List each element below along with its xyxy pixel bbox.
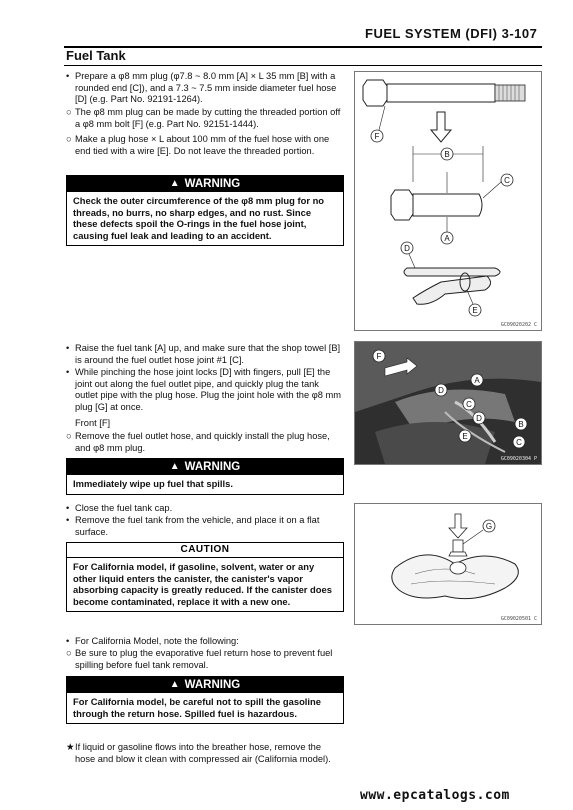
callout-d: D — [404, 244, 410, 253]
instruction-text: Raise the fuel tank [A] up, and make sure that the shop towel [B] is around the fuel outlet hose joint #1 [C]. — [75, 343, 341, 365]
star-marker: ★ — [66, 742, 75, 752]
section-title: Fuel Tank — [66, 48, 126, 63]
callout-d: D — [476, 414, 482, 423]
callout-g: G — [485, 522, 493, 531]
callout-d: D — [438, 386, 444, 395]
callout-a: A — [444, 234, 450, 243]
instruction-text: Be sure to plug the evaporative fuel return hose to prevent fuel spilling before fuel tank removal. — [75, 648, 333, 670]
list-item — [66, 742, 342, 765]
plug-diagram-figure — [354, 71, 542, 331]
callout-c: C — [504, 176, 510, 185]
list-item — [66, 431, 342, 454]
warning-header — [67, 459, 343, 475]
bullet-marker: ○ — [66, 648, 72, 658]
warning-text: For California model, be careful not to spill the gasoline through the return hose. Spilled fuel is hazardous. — [73, 696, 321, 719]
callout-c: C — [516, 438, 522, 447]
fuel-tank-photo-figure — [354, 341, 542, 465]
callout-b: B — [518, 420, 524, 429]
warning-text: Immediately wipe up fuel that spills. — [73, 478, 233, 489]
bullet-marker: • — [66, 71, 70, 81]
warning-label: WARNING — [184, 461, 241, 473]
warning-box — [66, 676, 344, 724]
caution-text: For California model, if gasoline, solvent, water or any other liquid enters the canister, the canister's vapor absorbing capacity is greatly reduced. If the canister does become contaminated, replace it with a new one. — [73, 561, 332, 607]
instruction-text: The φ8 mm plug can be made by cutting the threaded portion off a φ8 mm bolt [F] (e.g. Part No. 92151-1444). — [75, 107, 341, 129]
list-item — [66, 367, 342, 413]
callout-f: F — [374, 132, 380, 141]
instruction-text: If liquid or gasoline flows into the breather hose, remove the hose and blow it clean with compressed air (California model). — [75, 742, 331, 764]
list-item — [66, 134, 342, 157]
figure-code: GC09020501 C — [500, 616, 537, 622]
list-item — [66, 71, 342, 106]
callout-e: E — [472, 306, 478, 315]
bullet-marker: • — [66, 515, 70, 525]
instruction-text: Remove the fuel tank from the vehicle, and place it on a flat surface. — [75, 515, 320, 537]
warning-header — [67, 176, 343, 192]
instruction-text: Make a plug hose × L about 100 mm of the fuel hose with one end tied with a wire [E]. Do not leave the threaded portion. — [75, 134, 330, 156]
plug-install-diagram — [355, 504, 541, 624]
bullet-marker: • — [66, 503, 70, 513]
figure-code: GC09020202 C — [500, 322, 537, 328]
list-item — [66, 515, 342, 538]
figure-code: GC09020304 P — [500, 456, 537, 462]
instruction-text: Close the fuel tank cap. — [75, 503, 173, 513]
bullet-marker: • — [66, 343, 70, 353]
caution-header: CAUTION — [67, 543, 343, 558]
bullet-marker: • — [66, 636, 70, 646]
warning-triangle-icon: ▲ — [169, 178, 180, 189]
caution-box — [66, 542, 344, 612]
plug-diagram — [355, 72, 541, 330]
page-header: FUEL SYSTEM (DFI) 3-107 — [365, 26, 538, 41]
list-item — [66, 107, 342, 130]
warning-text: Check the outer circumference of the φ8 mm plug for no threads, no burrs, no sharp edges, and no rust. Since these defects spoil the O-rings in the fuel hose joint, causing fuel leak and leading to an accident. — [73, 195, 325, 241]
warning-label: WARNING — [184, 178, 241, 190]
instruction-text: Remove the fuel outlet hose, and quickly install the plug hose, and φ8 mm plug. — [75, 431, 330, 453]
callout-a: A — [474, 376, 480, 385]
bullet-marker: ○ — [66, 134, 72, 144]
fuel-tank-photo — [355, 342, 541, 464]
callout-f: F — [376, 352, 382, 361]
bullet-marker: ○ — [66, 107, 72, 117]
instruction-text: For California Model, note the following: — [75, 636, 239, 646]
list-item — [66, 343, 342, 366]
instruction-text: Prepare a φ8 mm plug (φ7.8 ~ 8.0 mm [A] × L 35 mm [B] with a rounded end [C]), and a 7.3 ~ 7.5 mm inside diameter fuel hose [D] (e.g. Part No. 92191-1264). — [75, 71, 337, 104]
list-item — [66, 418, 342, 430]
list-item — [66, 636, 342, 648]
warning-triangle-icon: ▲ — [169, 679, 180, 690]
warning-box — [66, 458, 344, 495]
instruction-text: Front [F] — [75, 418, 111, 428]
bullet-marker: ○ — [66, 431, 72, 441]
watermark: www.epcatalogs.com — [360, 788, 510, 803]
warning-triangle-icon: ▲ — [169, 461, 180, 472]
list-item — [66, 503, 342, 515]
callout-e: E — [462, 432, 468, 441]
warning-box — [66, 175, 344, 246]
plug-install-figure — [354, 503, 542, 625]
header-rule — [64, 46, 542, 48]
warning-label: WARNING — [184, 679, 241, 691]
callout-b: B — [444, 150, 450, 159]
bullet-marker: • — [66, 367, 70, 377]
list-item — [66, 648, 342, 671]
instruction-text: While pinching the hose joint locks [D] with fingers, pull [E] the joint out along the fuel outlet pipe, and quickly plug the tank outlet pipe with the plug hose. Plug the joint hole with the φ8 mm plug [G] at once. — [75, 367, 341, 412]
section-rule — [64, 65, 542, 66]
callout-c: C — [466, 400, 472, 409]
warning-header — [67, 677, 343, 693]
